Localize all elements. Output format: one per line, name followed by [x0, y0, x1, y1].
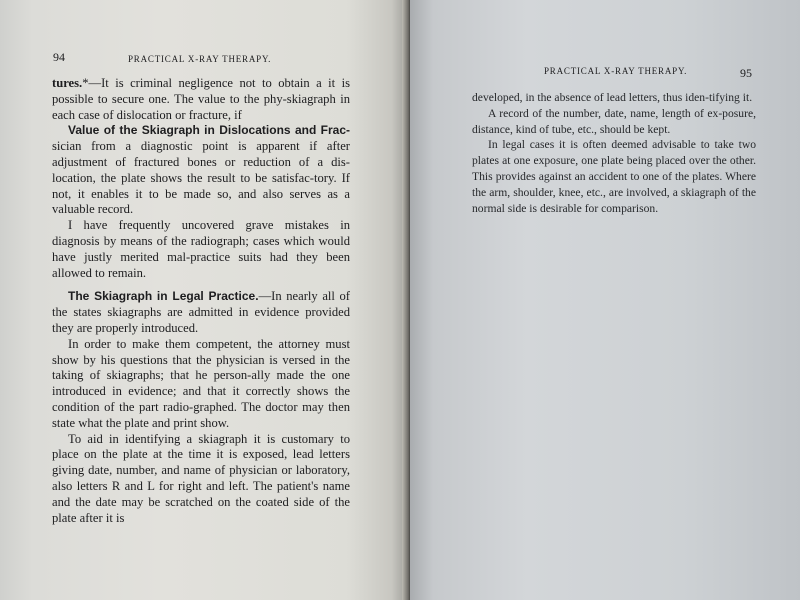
paragraph-text: In order to make them competent, the attorney must show by his questions that the physician is versed in the taking of skiagraphs; that he person-ally made the one introduced in evidence; and that it correctly shows the condition of the part radio-graphed. The doctor may then state what the plate and print show.	[52, 336, 350, 430]
paragraph	[472, 137, 756, 216]
paragraph-text: *—It is criminal negligence not to obtain a it is possible to secure one. The value to the phy-skiagraph in each case of dislocation or fracture, if	[52, 76, 350, 122]
paragraph	[472, 106, 756, 138]
page-number: 94	[53, 50, 65, 64]
paragraph-text: A record of the number, date, name, length of ex-posure, distance, kind of tube, etc., should be kept.	[472, 106, 756, 136]
page-number: 95	[740, 66, 752, 80]
paragraph	[472, 90, 756, 106]
running-head: PRACTICAL X-RAY THERAPY.	[544, 66, 688, 76]
paragraph-lead: tures.	[52, 76, 83, 90]
paragraph-text: —In nearly all of the states skiagraphs are admitted in evidence provided they are properly introduced.	[52, 289, 351, 335]
paragraph-text: To aid in identifying a skiagraph it is customary to place on the plate at the time it is exposed, lead letters giving date, number, and name of physician or laboratory, also letters R and L for right and left. The patient's name and the date may be scratched on the coated side of the plate after it is	[52, 431, 350, 525]
paragraph-text: developed, in the absence of lead letters, thus iden-tifying it.	[472, 91, 753, 104]
running-head: PRACTICAL X-RAY THERAPY.	[128, 54, 272, 64]
section-heading: Value of the Skiagraph in Dislocations and Frac-	[68, 123, 350, 138]
paragraph	[52, 76, 350, 123]
left-text-column	[52, 76, 350, 526]
paragraph-text: I have frequently uncovered grave mistakes in diagnosis by means of the radiograph; cases which would have justly merited mal-practice suits had they been allowed to remain.	[52, 218, 350, 280]
paragraph	[52, 123, 350, 218]
paragraph	[52, 432, 350, 527]
paragraph	[52, 337, 350, 432]
right-text-column	[472, 90, 756, 216]
paragraph-text: sician from a diagnostic point is apparent if after adjustment of fractured bones or reduction of a dis-location, the plate shows the result to be satisfac-tory. If not, it enables it to be made so, and also serves as a valuable record.	[52, 139, 350, 217]
section-heading: The Skiagraph in Legal Practice.	[68, 289, 259, 304]
paragraph	[52, 289, 350, 336]
paragraph	[52, 218, 350, 281]
paragraph-text: In legal cases it is often deemed advisable to take two plates at one exposure, one plate being placed over the other. This provides against an accident to one of the plates. Where the arm, shoulder, knee, etc., are involved, a skiagraph of the normal side is desirable for comparison.	[472, 138, 756, 215]
